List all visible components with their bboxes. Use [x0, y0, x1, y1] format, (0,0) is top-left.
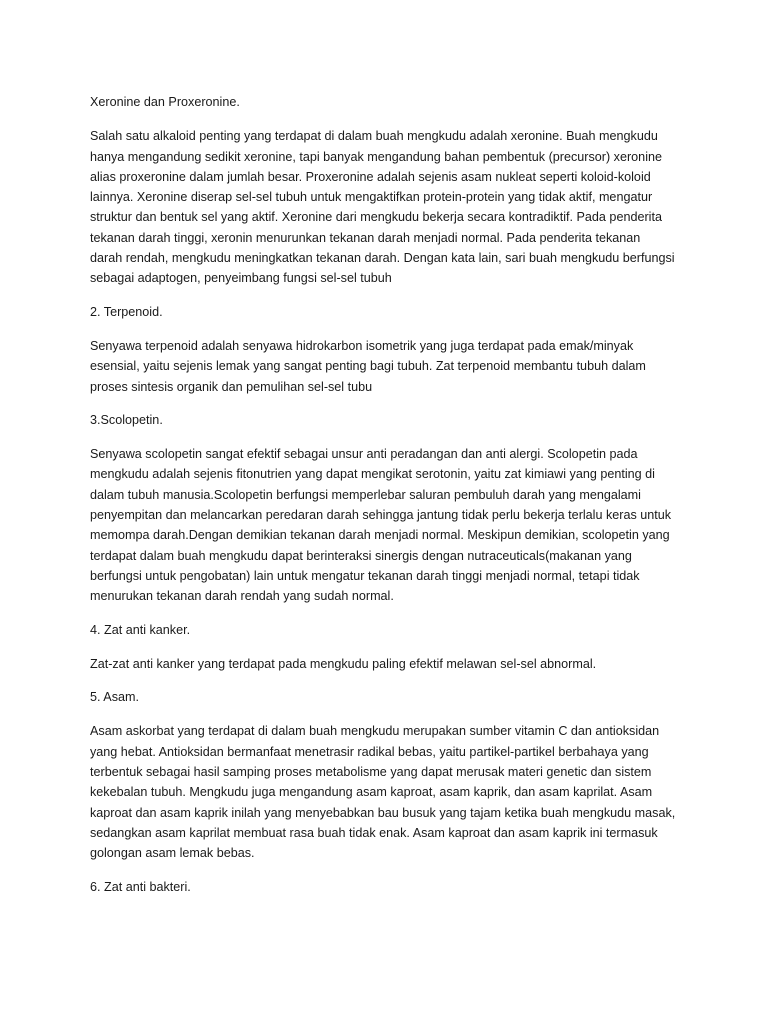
- section-heading: 4. Zat anti kanker.: [90, 622, 191, 637]
- paragraph-line: kaproat dan asam kaprik inilah yang menyebabkan bau busuk yang tajam ketika buah mengkudu masak,: [90, 805, 676, 820]
- paragraph-line: esensial, yaitu sejenis lemak yang sangat penting bagi tubuh. Zat terpenoid membantu tubuh dalam: [90, 359, 646, 374]
- paragraph-line: tekanan darah tinggi, xeronin menurunkan tekanan darah menjadi normal. Pada penderita tekanan: [90, 230, 641, 245]
- paragraph-line: golongan asam lemak bebas.: [90, 846, 255, 861]
- section-paragraph: [90, 654, 688, 674]
- paragraph-line: struktur dan bentuk sel yang aktif. Xeronine dari mengkudu bekerja secara kontradiktif. Pada penderita: [90, 210, 662, 225]
- section-paragraph: [90, 336, 688, 397]
- paragraph-line: terbentuk sebagai hasil samping proses metabolisme yang dapat merusak materi genetic dan sistem: [90, 765, 652, 780]
- section-paragraph: [90, 444, 688, 606]
- paragraph-line: penyempitan dan melancarkan peredaran darah sehingga jantung tidak perlu bekerja terlalu keras untuk: [90, 508, 672, 523]
- paragraph-line: hanya mengandung sedikit xeronine, tapi banyak mengandung bahan pembentuk (precursor) xeronine: [90, 149, 662, 164]
- paragraph-line: Senyawa terpenoid adalah senyawa hidrokarbon isometrik yang juga terdapat pada emak/minyak: [90, 338, 634, 353]
- section-paragraph: [90, 126, 688, 288]
- paragraph-line: Asam askorbat yang terdapat di dalam buah mengkudu merupakan sumber vitamin C dan antioksidan: [90, 724, 660, 739]
- paragraph-line: darah rendah, mengkudu meningkatkan tekanan darah. Dengan kata lain, sari buah mengkudu berfungsi: [90, 251, 675, 266]
- paragraph-line: menurukan tekanan darah rendah yang sudah normal.: [90, 589, 394, 604]
- paragraph-line: Senyawa scolopetin sangat efektif sebagai unsur anti peradangan dan anti alergi. Scolopetin pada: [90, 447, 638, 462]
- paragraph-line: Salah satu alkaloid penting yang terdapat di dalam buah mengkudu adalah xeronine. Buah mengkudu: [90, 129, 658, 144]
- section-paragraph: [90, 721, 688, 863]
- paragraph-line: memompa darah.Dengan demikian tekanan darah menjadi normal. Meskipun demikian, scolopetin yang: [90, 528, 670, 543]
- paragraph-line: mengkudu adalah sejenis fitonutrien yang dapat mengikat serotonin, yaitu zat kimiawi yang penting di: [90, 467, 655, 482]
- paragraph-line: yang hebat. Antioksidan bermanfaat menetrasir radikal bebas, yaitu partikel-partikel berbahaya yang: [90, 744, 649, 759]
- paragraph-line: Zat-zat anti kanker yang terdapat pada mengkudu paling efektif melawan sel-sel abnormal.: [90, 656, 597, 671]
- section-heading: 2. Terpenoid.: [90, 304, 163, 319]
- paragraph-line: kekebalan tubuh. Mengkudu juga mengandung asam kaproat, asam kaprik, dan asam kaprilat. Asam: [90, 785, 653, 800]
- paragraph-line: terdapat dalam buah mengkudu dapat berinteraksi sinergis dengan nutraceuticals(makanan yang: [90, 548, 632, 563]
- paragraph-line: lainnya. Xeronine diserap sel-sel tubuh untuk mengaktifkan protein-protein yang tidak aktif, mengatur: [90, 190, 653, 205]
- paragraph-line: berfungsi untuk pengobatan) lain untuk mengatur tekanan darah tinggi menjadi normal, tetapi tidak: [90, 568, 640, 583]
- section-heading: 3.Scolopetin.: [90, 412, 163, 427]
- paragraph-line: proses sintesis organik dan pemulihan sel-sel tubu: [90, 379, 373, 394]
- section-heading: 6. Zat anti bakteri.: [90, 879, 191, 894]
- paragraph-line: alias proxeronine dalam jumlah besar. Proxeronine adalah sejenis asam nukleat seperti koloid-koloid: [90, 169, 651, 184]
- document-title: Xeronine dan Proxeronine.: [90, 95, 240, 109]
- paragraph-line: sebagai adaptogen, penyeimbang fungsi sel-sel tubuh: [90, 271, 392, 286]
- paragraph-line: dalam tubuh manusia.Scolopetin berfungsi memperlebar saluran pembuluh darah yang mengalami: [90, 487, 641, 502]
- paragraph-line: sedangkan asam kaprilat membuat rasa buah tidak enak. Asam kaproat dan asam kaprik ini termasuk: [90, 825, 658, 840]
- document-body: [90, 126, 688, 897]
- section-heading: 5. Asam.: [90, 690, 139, 705]
